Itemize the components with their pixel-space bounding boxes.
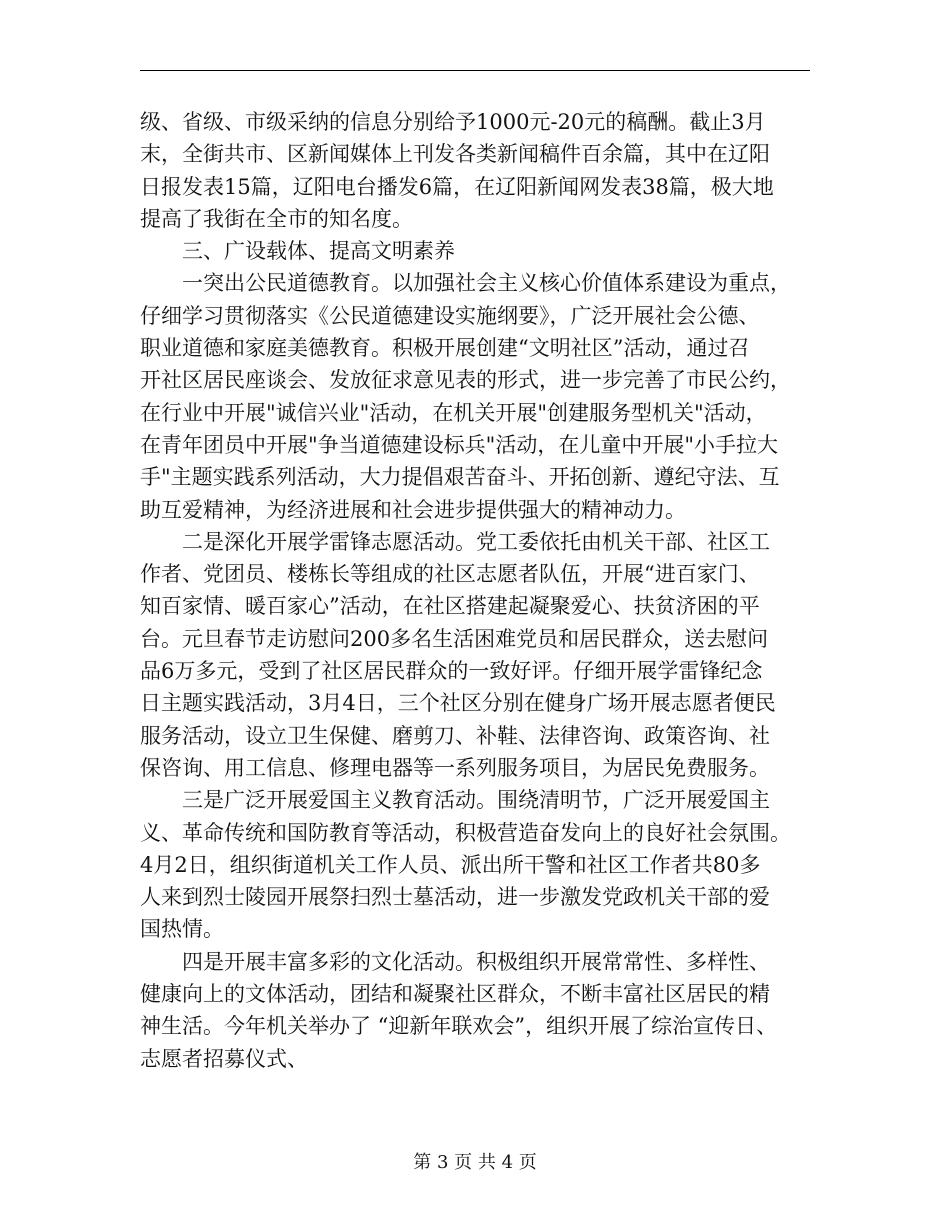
text-line: 末，全街共市、区新闻媒体上刊发各类新闻稿件百余篇，其中在辽阳 (140, 142, 770, 167)
text-line: 提高了我街在全市的知名度。 (140, 206, 413, 231)
text-line: 知百家情、暖百家心”活动，在社区搭建起凝聚爱心、扶贫济困的平 (140, 594, 760, 619)
text-line: 职业道德和家庭美德教育。积极开展创建“文明社区”活动，通过召 (140, 336, 750, 361)
text-line: 4月2日，组织街道机关工作人员、派出所干警和社区工作者共80多 (140, 852, 761, 877)
page-number-footer: 第 3 页 共 4 页 (413, 1152, 537, 1173)
text-line: 健康向上的文体活动，团结和凝聚社区群众，不断丰富社区居民的精 (140, 982, 770, 1007)
text-line: 二是深化开展学雷锋志愿活动。党工委依托由机关干部、社区工 (182, 529, 770, 554)
text-line: 在行业中开展"诚信兴业"活动，在机关开展"创建服务型机关"活动， (140, 400, 767, 425)
text-line: 助互爱精神，为经济进展和社会进步提供强大的精神动力。 (140, 497, 686, 522)
text-line: 四是开展丰富多彩的文化活动。积极组织开展常常性、多样性、 (182, 949, 770, 974)
text-line: 日主题实践活动，3月4日，三个社区分别在健身广场开展志愿者便民 (140, 691, 776, 716)
text-line: 手"主题实践系列活动，大力提倡艰苦奋斗、开拓创新、遵纪守法、互 (140, 465, 780, 490)
text-line: 保咨询、用工信息、修理电器等一系列服务项目，为居民免费服务。 (140, 755, 770, 780)
text-line: 人来到烈士陵园开展祭扫烈士墓活动，进一步激发党政机关干部的爱 (140, 885, 770, 910)
text-line: 三、广设载体、提高文明素养 (182, 239, 455, 264)
text-line: 在青年团员中开展"争当道德建设标兵"活动，在儿童中开展"小手拉大 (140, 432, 778, 457)
text-line: 志愿者招募仪式、 (140, 1046, 308, 1071)
text-line: 仔细学习贯彻落实《公民道德建设实施纲要》，广泛开展社会公德、 (140, 303, 760, 328)
text-line: 级、省级、市级采纳的信息分别给予1000元-20元的稿酬。截止3月 (140, 110, 766, 134)
header-rule (140, 70, 810, 71)
text-line: 作者、党团员、楼栋长等组成的社区志愿者队伍，开展“进百家门、 (140, 562, 760, 587)
text-line: 服务活动，设立卫生保健、磨剪刀、补鞋、法律咨询、政策咨询、社 (140, 723, 770, 748)
text-line: 台。元旦春节走访慰问200多名生活困难党员和居民群众，送去慰问 (140, 626, 769, 651)
text-line: 神生活。今年机关举办了 “迎新年联欢会”，组织开展了综治宣传日、 (140, 1014, 778, 1039)
document-body (140, 106, 816, 1075)
text-line: 日报发表15篇，辽阳电台播发6篇，在辽阳新闻网发表38篇，极大地 (140, 174, 774, 199)
text-line: 一突出公民道德教育。以加强社会主义核心价值体系建设为重点， (182, 271, 791, 296)
text-line: 开社区居民座谈会、发放征求意见表的形式，进一步完善了市民公约， (140, 368, 791, 393)
text-line: 品6万多元，受到了社区居民群众的一致好评。仔细开展学雷锋纪念 (140, 659, 763, 684)
text-line: 国热情。 (140, 917, 224, 942)
text-line: 义、革命传统和国防教育等活动，积极营造奋发向上的良好社会氛围。 (140, 820, 791, 845)
text-line: 三是广泛开展爱国主义教育活动。围绕清明节，广泛开展爱国主 (182, 788, 770, 813)
